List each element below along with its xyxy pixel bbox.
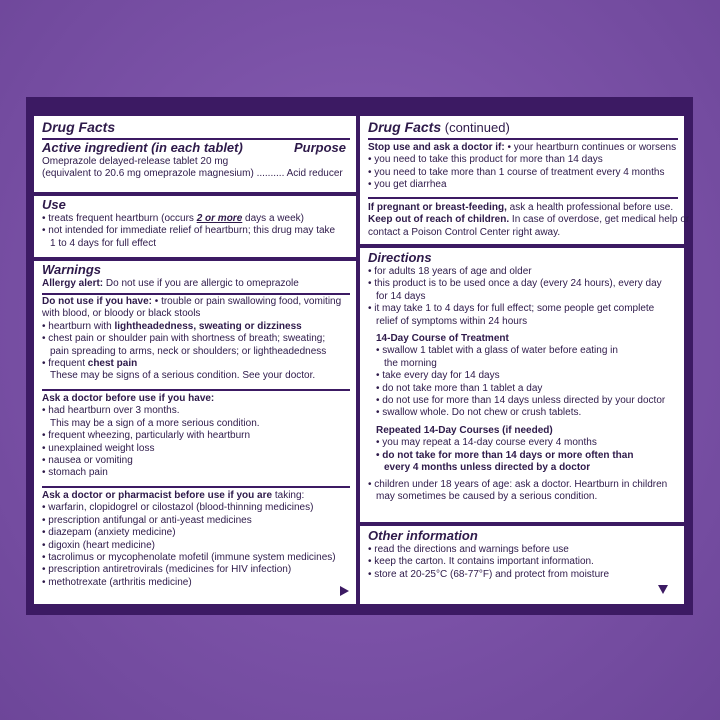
course-item: • do not take more than 1 tablet a day xyxy=(376,382,543,394)
course-item: the morning xyxy=(384,357,437,369)
active-purpose: Acid reducer xyxy=(286,168,343,180)
ask-doctor-item: • frequent wheezing, particularly with heartburn xyxy=(42,430,251,442)
ask-pharmacist-heading: Ask a doctor or pharmacist before use if you are taking: xyxy=(42,490,305,501)
course-item: • take every day for 14 days xyxy=(376,370,500,382)
children-line: may sometimes be caused by a serious condition. xyxy=(376,490,598,502)
left-title-section xyxy=(34,119,356,136)
do-not-use-line: • frequent chest pain xyxy=(42,358,138,370)
direction-item: • this product is to be used once a day (every 24 hours), every day xyxy=(368,278,662,290)
other-item: • store at 20-25°C (68-77°F) and protect from moisture xyxy=(368,568,610,580)
direction-item: • for adults 18 years of age and older xyxy=(368,266,532,277)
other-item: • keep the carton. It contains important information. xyxy=(368,556,594,568)
repeat-item: • do not take for more than 14 days or more often than xyxy=(376,449,634,461)
course-item: • swallow 1 tablet with a glass of water before eating in xyxy=(376,345,618,357)
pharmacist-item: • prescription antiretrovirals (medicines for HIV infection) xyxy=(42,564,292,576)
pharmacist-item: • methotrexate (arthritis medicine) xyxy=(42,576,192,588)
do-not-use-line: pain spreading to arms, neck or shoulders; or lightheadedness xyxy=(50,345,327,357)
pharmacist-item: • warfarin, clopidogrel or cilostazol (blood-thinning medicines) xyxy=(42,502,314,514)
ask-doctor-item: • nausea or vomiting xyxy=(42,455,133,467)
right-title-section xyxy=(360,119,684,136)
divider xyxy=(42,293,350,295)
ask-doctor-item: This may be a sign of a more serious condition. xyxy=(50,417,260,429)
direction-item: for 14 days xyxy=(376,290,426,302)
repeat-heading: Repeated 14-Day Courses (if needed) xyxy=(376,424,553,436)
use-item: 1 to 4 days for full effect xyxy=(50,237,156,249)
active-line-2: (equivalent to 20.6 mg omeprazole magnesium) .......... Acid reducer xyxy=(42,168,343,180)
use-item: • treats frequent heartburn (occurs 2 or more days a week) xyxy=(42,213,304,224)
do-not-use-line: • chest pain or shoulder pain with shortness of breath; sweating; xyxy=(42,333,326,345)
pharmacist-item: • tacrolimus or mycophenolate mofetil (immune system medicines) xyxy=(42,552,336,564)
purpose-heading: Purpose xyxy=(293,140,346,155)
directions-heading: Directions xyxy=(368,250,432,265)
ask-doctor-item: • had heartburn over 3 months. xyxy=(42,405,180,417)
course-item: • swallow whole. Do not chew or crush tablets. xyxy=(376,407,582,419)
arrow-right-icon xyxy=(340,586,349,596)
direction-item: relief of symptoms within 24 hours xyxy=(376,315,528,327)
do-not-use-line: These may be signs of a serious condition. See your doctor. xyxy=(50,370,316,382)
ask-doctor-heading: Ask a doctor before use if you have: xyxy=(42,393,215,404)
other-information-heading: Other information xyxy=(368,528,478,543)
ask-pharmacist-section xyxy=(34,490,356,589)
children-line: • children under 18 years of age: ask a doctor. Heartburn in children xyxy=(368,478,668,490)
use-section xyxy=(34,197,356,250)
ask-doctor-section xyxy=(34,393,356,480)
divider xyxy=(42,486,350,488)
stop-use-line: • you need to take more than 1 course of treatment every 4 months xyxy=(368,166,665,178)
keep-out-line: contact a Poison Control Center right away. xyxy=(368,226,561,238)
keep-out-line: Keep out of reach of children. In case of overdose, get medical help or xyxy=(368,214,690,226)
right-column xyxy=(360,116,690,604)
divider xyxy=(368,197,678,199)
course-heading: 14-Day Course of Treatment xyxy=(376,333,509,345)
pharmacist-item: • digoxin (heart medicine) xyxy=(42,539,155,551)
ask-doctor-item: • stomach pain xyxy=(42,467,108,479)
divider xyxy=(368,138,678,140)
divider xyxy=(360,522,684,526)
repeat-item: every 4 months unless directed by a doctor xyxy=(384,462,591,474)
active-line-1: Omeprazole delayed-release tablet 20 mg xyxy=(42,156,229,167)
allergy-alert: Allergy alert: Do not use if you are allergic to omeprazole xyxy=(42,278,299,289)
stop-use-section xyxy=(360,142,684,192)
ask-doctor-item: • unexplained weight loss xyxy=(42,442,155,454)
use-heading: Use xyxy=(42,197,66,212)
active-ingredient-heading: Active ingredient (in each tablet) xyxy=(42,140,243,155)
directions-section xyxy=(360,250,684,503)
other-item: • read the directions and warnings before use xyxy=(368,544,569,555)
use-item: • not intended for immediate relief of heartburn; this drug may take xyxy=(42,225,336,237)
other-information-section xyxy=(360,528,684,581)
stop-use-line: • you get diarrhea xyxy=(368,179,447,191)
divider xyxy=(360,244,684,248)
active-ingredient-section xyxy=(34,140,356,181)
drug-facts-title: Drug Facts xyxy=(42,119,116,135)
warnings-section xyxy=(34,262,356,290)
repeat-item: • you may repeat a 14-day course every 4 months xyxy=(376,437,597,449)
stop-use-line: • you need to take this product for more than 14 days xyxy=(368,154,603,166)
warnings-heading: Warnings xyxy=(42,262,101,277)
stop-use-line: Stop use and ask a doctor if: • your heartburn continues or worsens xyxy=(368,142,677,153)
divider xyxy=(34,257,356,261)
pregnancy-section xyxy=(360,202,690,239)
divider xyxy=(42,389,350,391)
do-not-use-line: with blood, or bloody or black stools xyxy=(42,308,201,320)
drug-facts-continued-title: Drug Facts (continued) xyxy=(368,119,510,135)
do-not-use-line: Do not use if you have: • trouble or pain swallowing food, vomiting xyxy=(42,296,342,307)
direction-item: • it may take 1 to 4 days for full effect; some people get complete xyxy=(368,303,655,315)
pharmacist-item: • prescription antifungal or anti-yeast medicines xyxy=(42,514,252,526)
do-not-use-line: • heartburn with lightheadedness, sweating or dizziness xyxy=(42,320,302,332)
course-item: • do not use for more than 14 days unless directed by your doctor xyxy=(376,395,666,407)
divider xyxy=(34,192,356,196)
do-not-use-section xyxy=(34,296,356,383)
pharmacist-item: • diazepam (anxiety medicine) xyxy=(42,527,176,539)
left-column xyxy=(34,116,356,604)
pregnancy-line: If pregnant or breast-feeding, ask a health professional before use. xyxy=(368,202,674,213)
arrow-down-icon xyxy=(658,585,668,594)
